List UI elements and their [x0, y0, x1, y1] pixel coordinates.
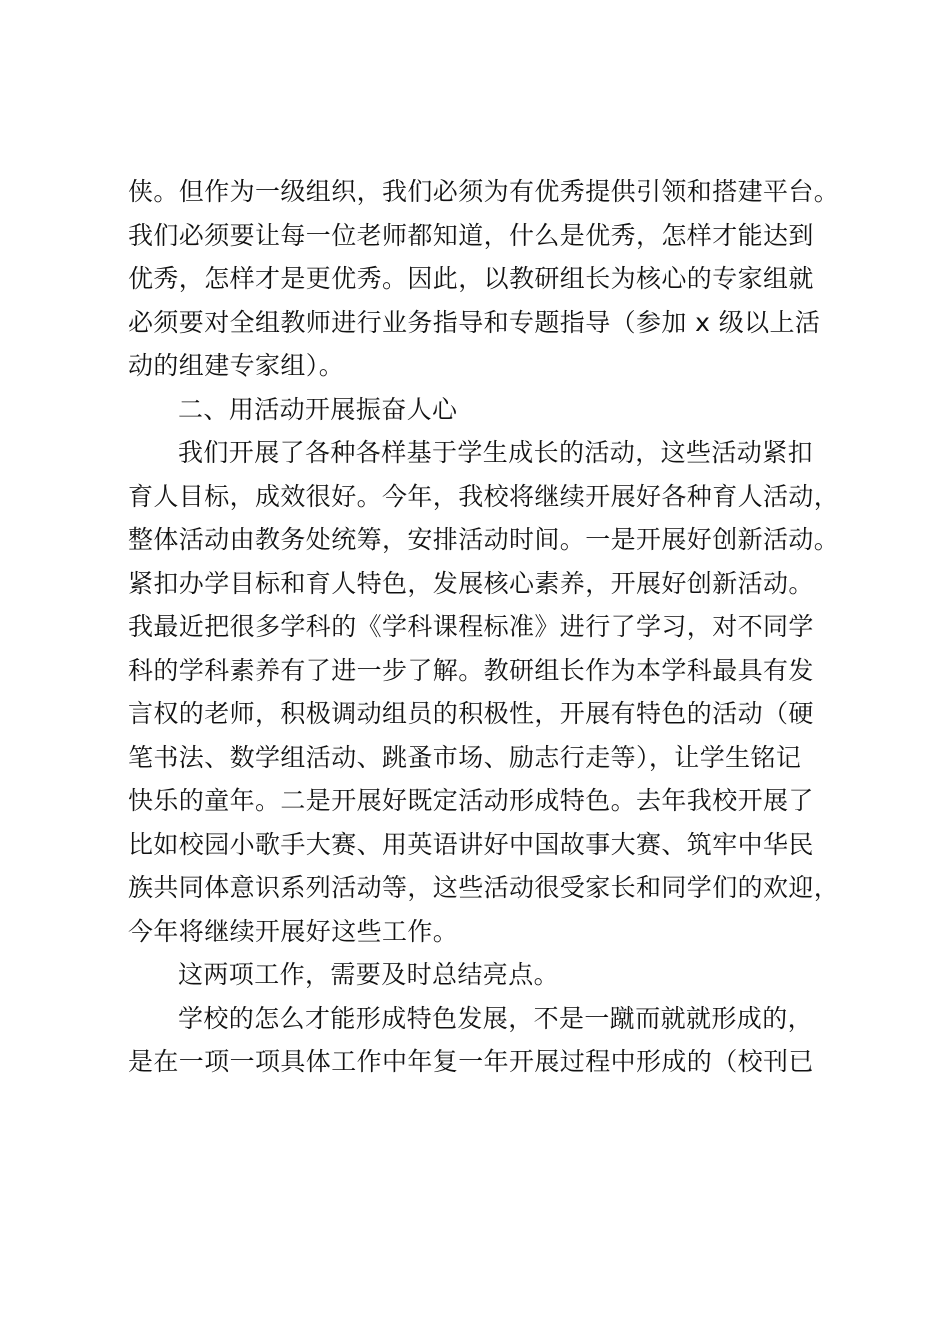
- text-line: 学校的怎么才能形成特色发展，不是一蹴而就就形成的，: [178, 1003, 814, 1033]
- text-line: 动的组建专家组）。: [128, 351, 345, 380]
- section-heading: 二、用活动开展振奋人心: [178, 394, 458, 424]
- text-line: 笔书法、数学组活动、跳蚤市场、励志行走等），让学生铭记: [128, 742, 802, 772]
- text-line: 言权的老师，积极调动组员的积极性，开展有特色的活动（硬: [128, 699, 814, 728]
- text-line: 紧扣办学目标和育人特色，发展核心素养，开展好创新活动。: [128, 568, 814, 598]
- text-line: 必须要对全组教师进行业务指导和专题指导（参加 x 级以上活: [128, 307, 821, 337]
- text-line: 族共同体意识系列活动等，这些活动很受家长和同学们的欢迎，: [128, 873, 840, 902]
- text-line: 育人目标，成效很好。今年，我校将继续开展好各种育人活动，: [128, 481, 840, 511]
- text-line: 我们开展了各种各样基于学生成长的活动，这些活动紧扣: [178, 438, 814, 467]
- text-line: 今年将继续开展好这些工作。: [128, 916, 459, 946]
- text-line: 优秀，怎样才是更优秀。因此，以教研组长为核心的专家组就: [128, 264, 814, 293]
- text-line: 是在一项一项具体工作中年复一年开展过程中形成的（校刊已: [128, 1047, 814, 1076]
- text-line: 侠。但作为一级组织，我们必须为有优秀提供引领和搭建平台。: [128, 177, 840, 206]
- text-line: 比如校园小歌手大赛、用英语讲好中国故事大赛、筑牢中华民: [128, 829, 814, 859]
- text-line: 科的学科素养有了进一步了解。教研组长作为本学科最具有发: [128, 655, 814, 685]
- text-line: 整体活动由教务处统筹，安排活动时间。一是开展好创新活动。: [128, 525, 840, 554]
- text-line: 快乐的童年。二是开展好既定活动形成特色。去年我校开展了: [128, 786, 814, 815]
- body-text: [128, 170, 848, 1084]
- text-line: 我最近把很多学科的《学科课程标准》进行了学习，对不同学: [128, 612, 814, 641]
- text-line: 我们必须要让每一位老师都知道，什么是优秀，怎样才能达到: [128, 220, 814, 250]
- text-line: 这两项工作，需要及时总结亮点。: [178, 960, 560, 989]
